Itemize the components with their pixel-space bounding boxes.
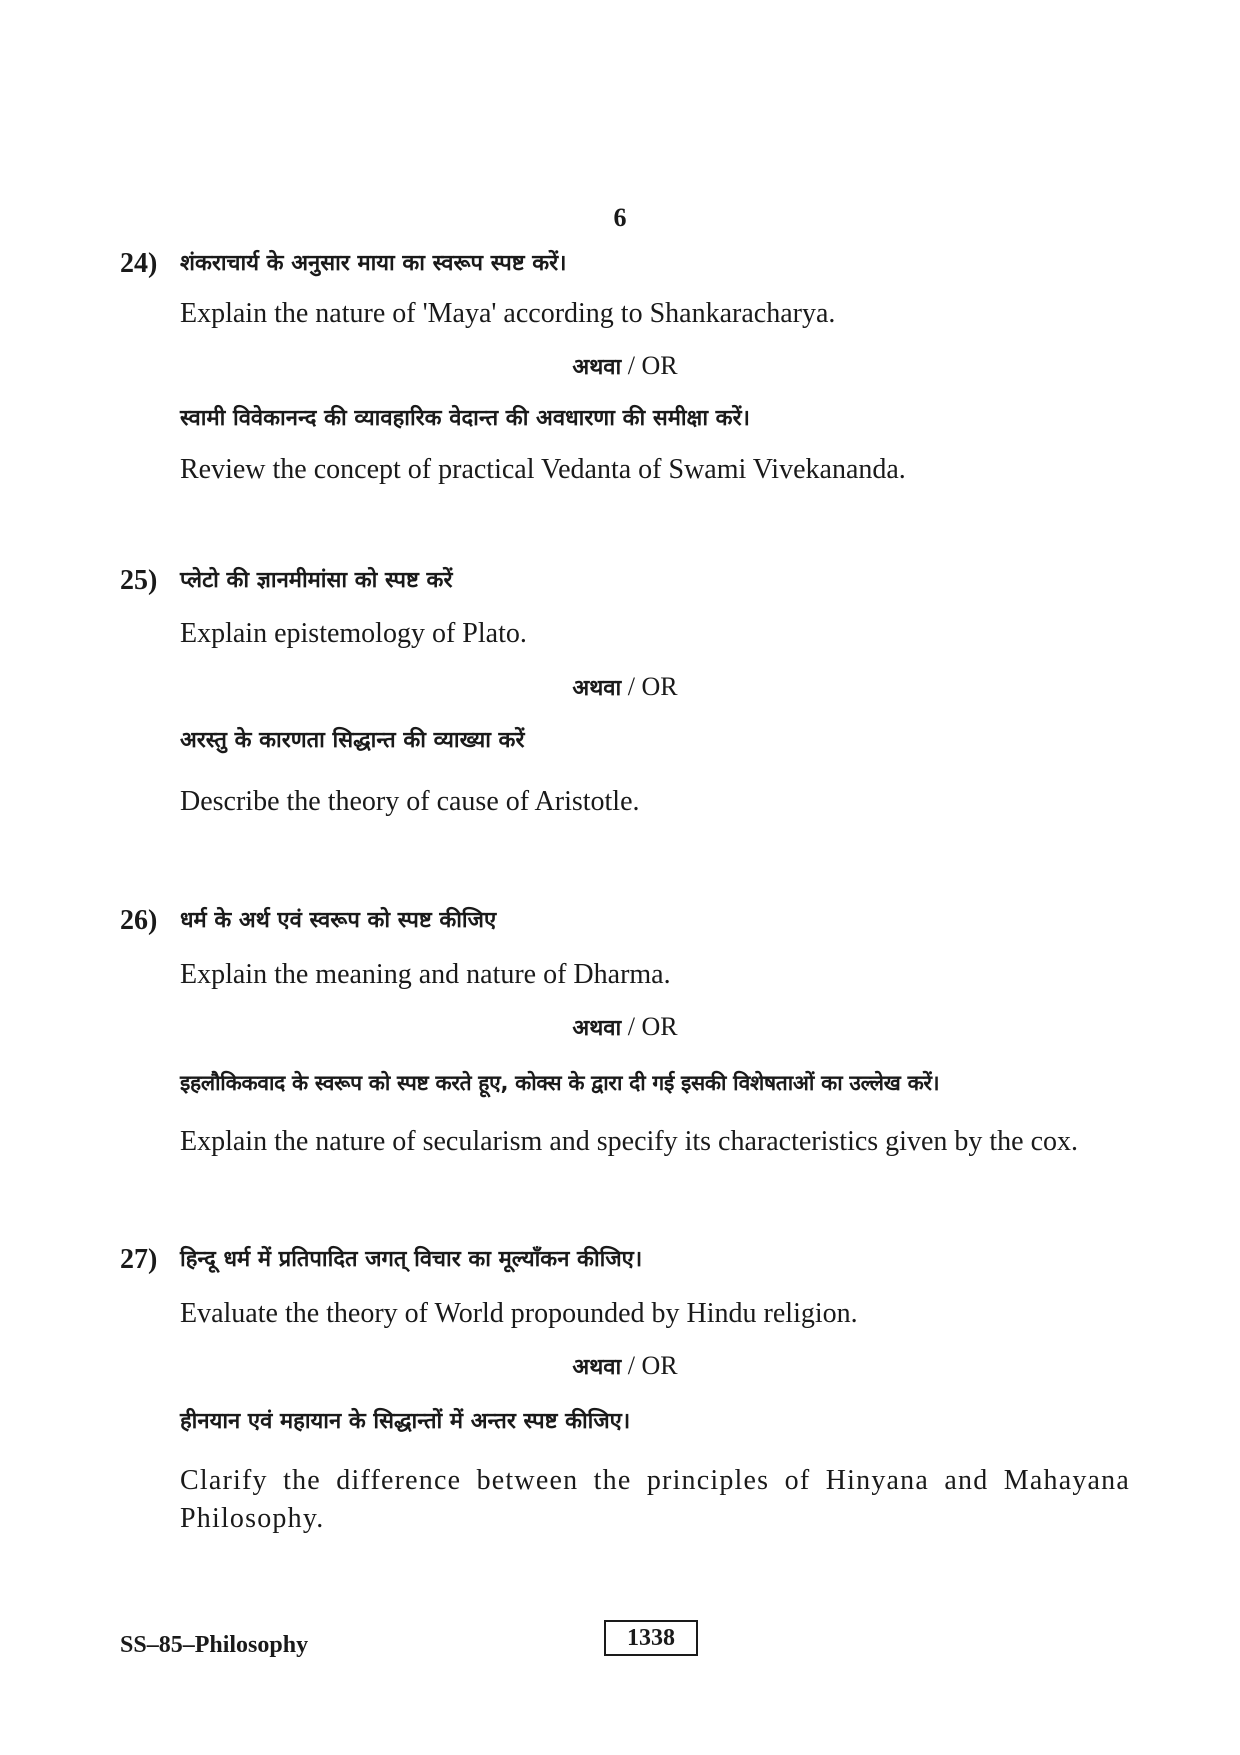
or-english: / OR (627, 351, 678, 380)
or-separator (120, 348, 1130, 386)
or-english: / OR (627, 1351, 678, 1380)
question-english-text: Explain the nature of 'Maya' according to Shankaracharya. (180, 298, 836, 329)
question-number: 25) (120, 565, 158, 596)
or-english: / OR (627, 672, 678, 701)
alternate-hindi-text: हीनयान एवं महायान के सिद्धान्तों में अन्तर स्पष्ट कीजिए। (180, 1409, 631, 1434)
or-english: / OR (627, 1012, 678, 1041)
or-hindi: अथवा (572, 355, 622, 380)
question-hindi-text: शंकराचार्य के अनुसार माया का स्वरूप स्पष्ट करें। (180, 251, 567, 276)
or-hindi: अथवा (572, 1016, 622, 1041)
question-number: 26) (120, 905, 158, 936)
or-hindi: अथवा (572, 1355, 622, 1380)
alternate-english-text: Review the concept of practical Vedanta of Swami Vivekananda. (180, 454, 906, 485)
or-separator (120, 669, 1130, 707)
or-hindi: अथवा (572, 676, 622, 701)
alternate-english-text: Describe the theory of cause of Aristotle. (180, 786, 640, 817)
page-number: 6 (613, 203, 627, 232)
alternate-hindi-text: स्वामी विवेकानन्द की व्यावहारिक वेदान्त की अवधारणा की समीक्षा करें। (180, 406, 750, 431)
question-number: 24) (120, 248, 158, 279)
alternate-hindi-text: अरस्तु के कारणता सिद्धान्त की व्याख्या करें (180, 728, 525, 753)
or-separator (120, 1009, 1130, 1047)
alternate-hindi-text: इहलौकिकवाद के स्वरूप को स्पष्ट करते हूए, कोक्स के द्वारा दी गई इसकी विशेषताओं का उल्लेख करें। (180, 1071, 940, 1095)
question-number: 27) (120, 1244, 158, 1275)
question-english-text: Explain the meaning and nature of Dharma. (180, 959, 671, 990)
question-hindi-text: धर्म के अर्थ एवं स्वरूप को स्पष्ट कीजिए (180, 908, 497, 933)
paper-code: SS–85–Philosophy (120, 1632, 309, 1658)
question-english-text: Explain epistemology of Plato. (180, 618, 527, 649)
page-code-box: 1338 (604, 1620, 698, 1656)
or-separator (120, 1348, 1130, 1386)
question-hindi-text: हिन्दू धर्म में प्रतिपादित जगत् विचार का मूल्याँकन कीजिए। (180, 1247, 643, 1272)
alternate-english-text: Clarify the difference between the principles of Hinyana and Mahayana Philosophy. (180, 1465, 1130, 1534)
question-hindi-text: प्लेटो की ज्ञानमीमांसा को स्पष्ट करें (180, 568, 453, 593)
question-english-text: Evaluate the theory of World propounded by Hindu religion. (180, 1298, 858, 1329)
alternate-english-text: Explain the nature of secularism and specify its characteristics given by the cox. (180, 1126, 1079, 1157)
